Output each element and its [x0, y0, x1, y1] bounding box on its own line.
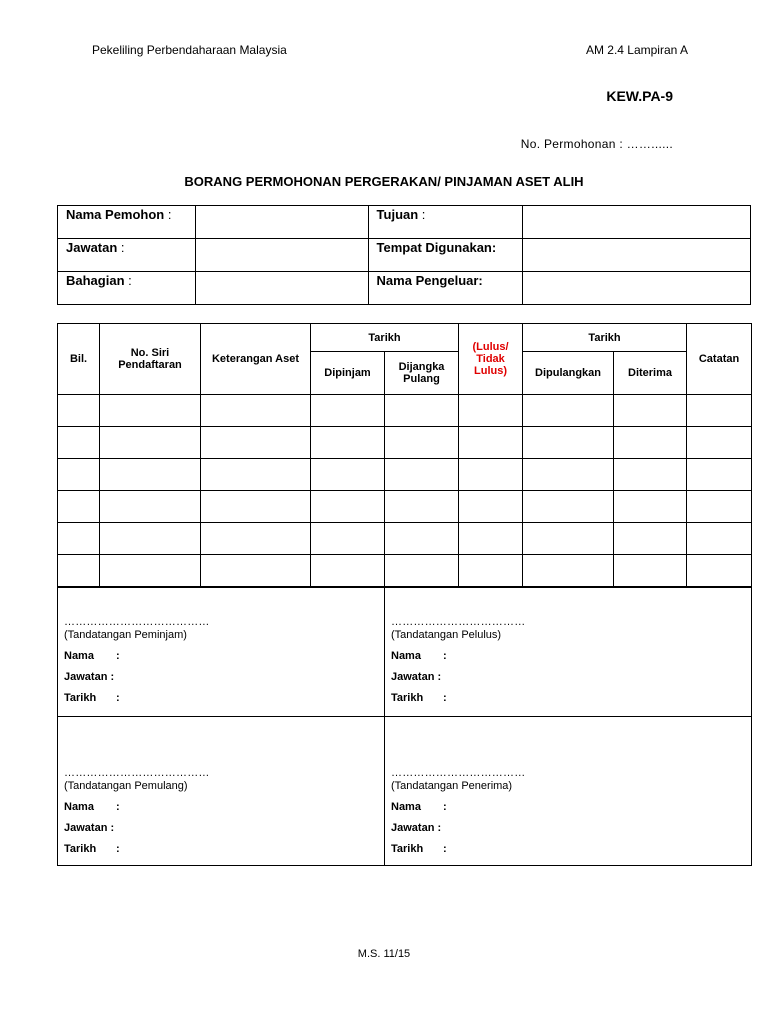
col-no-siri: No. Siri Pendaftaran [100, 324, 201, 395]
col-bil: Bil. [58, 324, 100, 395]
signature-table [57, 587, 752, 866]
field-jawatan: Jawatan : [391, 822, 442, 834]
applicant-info-table [57, 205, 751, 305]
form-code: KEW.PA-9 [606, 88, 673, 104]
tujuan-field[interactable] [523, 206, 751, 239]
bahagian-field[interactable] [195, 272, 368, 305]
label-tujuan: Tujuan : [368, 206, 523, 239]
signature-caption: (Tandatangan Peminjam) [64, 629, 187, 641]
table-row [58, 491, 752, 523]
field-jawatan: Jawatan : [64, 671, 115, 683]
field-tarikh: Tarikh : [391, 692, 447, 704]
table-row [58, 395, 752, 427]
col-catatan: Catatan [687, 324, 752, 395]
label-nama-pengeluar: Nama Pengeluar: [368, 272, 523, 305]
tempat-digunakan-field[interactable] [523, 239, 751, 272]
header-left: Pekeliling Perbendaharaan Malaysia [92, 43, 287, 57]
field-nama: Nama : [64, 650, 120, 662]
table-row [58, 555, 752, 587]
col-dijangka-pulang: Dijangka Pulang [385, 352, 459, 395]
table-row [58, 523, 752, 555]
label-bahagian: Bahagian : [58, 272, 196, 305]
label-nama-pemohon: Nama Pemohon : [58, 206, 196, 239]
signature-caption: (Tandatangan Penerima) [391, 780, 513, 792]
signature-peminjam[interactable] [58, 588, 385, 717]
signature-line: ………………………………… [64, 616, 210, 628]
signature-pelulus[interactable] [385, 588, 752, 717]
col-diterima: Diterima [614, 352, 687, 395]
signature-line: ……………………………… [391, 767, 526, 779]
signature-caption: (Tandatangan Pemulang) [64, 780, 188, 792]
col-dipinjam: Dipinjam [311, 352, 385, 395]
field-tarikh: Tarikh : [64, 692, 120, 704]
label-jawatan: Jawatan : [58, 239, 196, 272]
signature-line: ………………………………… [64, 767, 210, 779]
signature-penerima[interactable] [385, 717, 752, 866]
field-jawatan: Jawatan : [391, 671, 442, 683]
signature-pemulang[interactable] [58, 717, 385, 866]
application-number: No. Permohonan : ……...... [520, 137, 673, 151]
col-keterangan: Keterangan Aset [201, 324, 311, 395]
label-tempat-digunakan: Tempat Digunakan: [368, 239, 523, 272]
field-jawatan: Jawatan : [64, 822, 115, 834]
signature-caption: (Tandatangan Pelulus) [391, 629, 502, 641]
nama-pengeluar-field[interactable] [523, 272, 751, 305]
field-tarikh: Tarikh : [391, 843, 447, 855]
asset-table [57, 323, 752, 587]
jawatan-field[interactable] [195, 239, 368, 272]
form-title: BORANG PERMOHONAN PERGERAKAN/ PINJAMAN ASET ALIH [184, 174, 584, 189]
col-tarikh-pinjam: Tarikh [311, 324, 459, 352]
col-tarikh-pulang: Tarikh [523, 324, 687, 352]
field-tarikh: Tarikh : [64, 843, 120, 855]
field-nama: Nama : [391, 801, 447, 813]
nama-pemohon-field[interactable] [195, 206, 368, 239]
col-lulus: (Lulus/ Tidak Lulus) [459, 324, 523, 395]
field-nama: Nama : [64, 801, 120, 813]
table-row [58, 427, 752, 459]
field-nama: Nama : [391, 650, 447, 662]
header-right: AM 2.4 Lampiran A [585, 43, 688, 57]
signature-line: ……………………………… [391, 616, 526, 628]
table-row [58, 459, 752, 491]
col-dipulangkan: Dipulangkan [523, 352, 614, 395]
page-number: M.S. 11/15 [357, 948, 411, 960]
